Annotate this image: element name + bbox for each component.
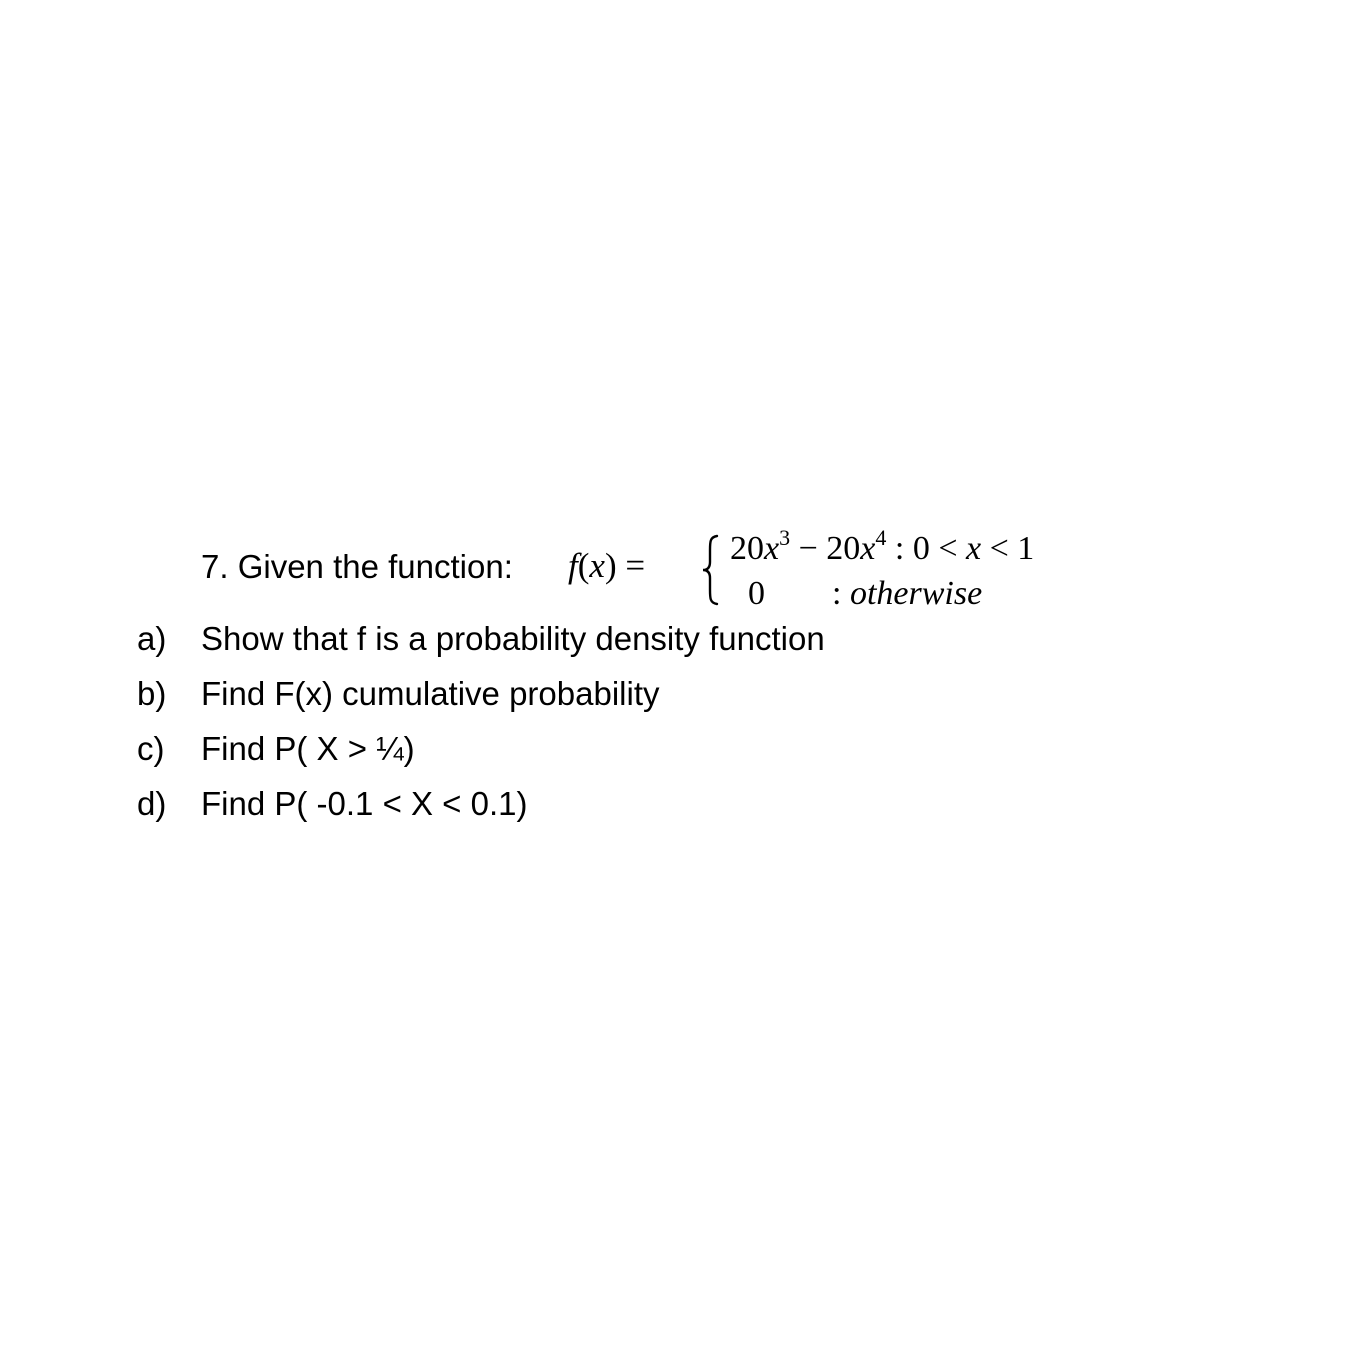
left-brace <box>700 530 722 610</box>
part-marker: a) <box>137 620 167 657</box>
case-1 <box>730 525 1035 571</box>
function-variable: x <box>589 546 605 585</box>
case-1-coef-a: 20 <box>730 530 764 567</box>
case-1-lower-bound: 0 < <box>912 530 967 567</box>
part-text: Find P( -0.1 < X < 0.1) <box>201 785 528 822</box>
function-name: f <box>568 546 578 585</box>
case-1-separator: : <box>886 530 913 567</box>
equals-sign: = <box>625 546 646 585</box>
part-marker: b) <box>137 675 167 712</box>
part-text: Find P( X > ¼) <box>201 730 415 767</box>
case-2-value: 0 <box>748 575 765 612</box>
case-1-upper-bound: < 1 <box>981 530 1035 567</box>
case-1-exp-a: 3 <box>779 525 791 550</box>
case-2-otherwise: otherwise <box>849 575 983 612</box>
case-1-var-a: x <box>764 530 780 567</box>
case-1-exp-b: 4 <box>875 525 887 550</box>
function-label <box>568 546 645 586</box>
case-2-condition <box>832 575 982 613</box>
part-text: Show that f is a probability density function <box>201 620 825 657</box>
case-2-separator: : <box>832 575 850 612</box>
function-open-paren: ( <box>577 546 590 585</box>
case-1-coef-b: 20 <box>826 530 861 567</box>
case-1-minus: − <box>790 530 827 567</box>
part-marker: d) <box>137 785 167 822</box>
case-1-var-b: x <box>860 530 876 567</box>
problem-stem: 7. Given the function: <box>201 548 513 585</box>
part-marker: c) <box>137 730 165 767</box>
function-close-paren: ) <box>604 546 617 585</box>
case-1-condition-var: x <box>966 530 982 567</box>
part-text: Find F(x) cumulative probability <box>201 675 660 712</box>
